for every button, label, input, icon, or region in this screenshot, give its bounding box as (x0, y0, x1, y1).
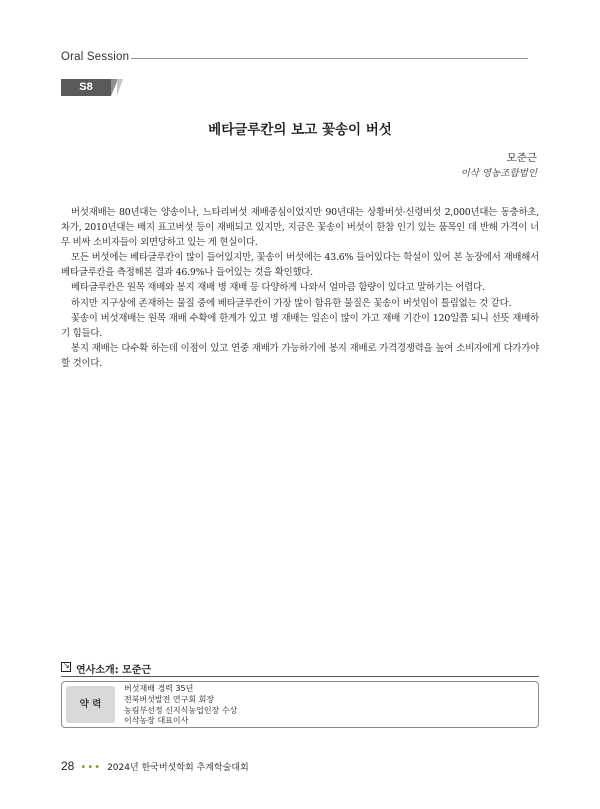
speaker-heading-separator: : (114, 665, 119, 676)
session-badge (61, 79, 121, 96)
conference-name: 2024년 한국버섯학회 추계학술대회 (107, 763, 249, 773)
session-code: S8 (79, 81, 93, 93)
career-item: 이삭농장 대표이사 (124, 716, 189, 726)
career-list (124, 684, 237, 727)
header-rule (131, 58, 528, 59)
career-item: 버섯재배 경력 35년 (124, 684, 194, 693)
body-paragraph: 모든 버섯에는 베타글루칸이 많이 들어있지만, 꽃송이 버섯에는 43.6% 들어있다는 학설이 있어 본 농장에서 재배해서 베타글루칸을 측정해본 결과 46.9%나 들어있는 것을 확인했다. (61, 252, 539, 279)
career-label: 약 력 (66, 686, 115, 723)
author-affiliation: 이삭 영농조합법인 (460, 168, 537, 179)
page-number: 28 (61, 759, 75, 773)
speaker-heading-label (76, 661, 151, 676)
session-badge-stripe (117, 79, 123, 96)
speaker-name: 모준근 (122, 665, 152, 676)
footer-dots: ••• (80, 762, 102, 773)
article-title: 베타글루칸의 보고 꽃송이 버섯 (208, 122, 392, 138)
body-paragraph: 버섯재배는 80년대는 양송이나, 느타리버섯 재배중심이었지만 90년대는 상황버섯·신령버섯 2,000년대는 동충하초, 차가, 2010년대는 배지 표고버섯 등이 재배되고 있지만, 지금은 꽃송이 버섯이 한참 인기 있는 품목인 데 반해 가격이 너무 비싸 소비자들이 외면당하고 있는 게 현실이다. (61, 207, 539, 249)
page-footer (61, 755, 249, 773)
career-box (61, 681, 539, 728)
speaker-rule (61, 676, 539, 677)
section-label: Oral Session (61, 51, 130, 63)
author-name: 모준근 (506, 152, 537, 164)
speaker-heading-text: 연사소개 (76, 665, 115, 676)
body-paragraph: 베타글루칸은 원목 재배와 봉지 재배 병 재배 등 다양하게 나와서 얼마큼 함량이 있다고 말하기는 어렵다. (71, 282, 485, 294)
corner-arrow-icon: ↘ (63, 661, 70, 670)
career-item: 전북버섯발전 연구회 회장 (124, 694, 215, 704)
abstract-body (61, 205, 539, 371)
body-paragraph: 꽃송이 버섯재배는 원목 재배 수확에 한계가 있고 병 재배는 일손이 많이 가고 재배 기간이 120일쯤 되니 선뜻 재배하기 힘들다. (61, 312, 539, 339)
body-paragraph: 하지만 지구상에 존재하는 물질 중에 베타글루칸이 가장 많이 함유한 물질은 꽃송이 버섯임이 틀림없는 것 같다. (71, 297, 512, 309)
body-paragraph: 봉지 재배는 다수확 하는데 이점이 있고 연중 재배가 가능하기에 봉지 재배로 가격경쟁력을 높여 소비자에게 다가가야 할 것이다. (61, 342, 539, 369)
career-item: 농림부선정 신지식농업인장 수상 (124, 705, 238, 715)
